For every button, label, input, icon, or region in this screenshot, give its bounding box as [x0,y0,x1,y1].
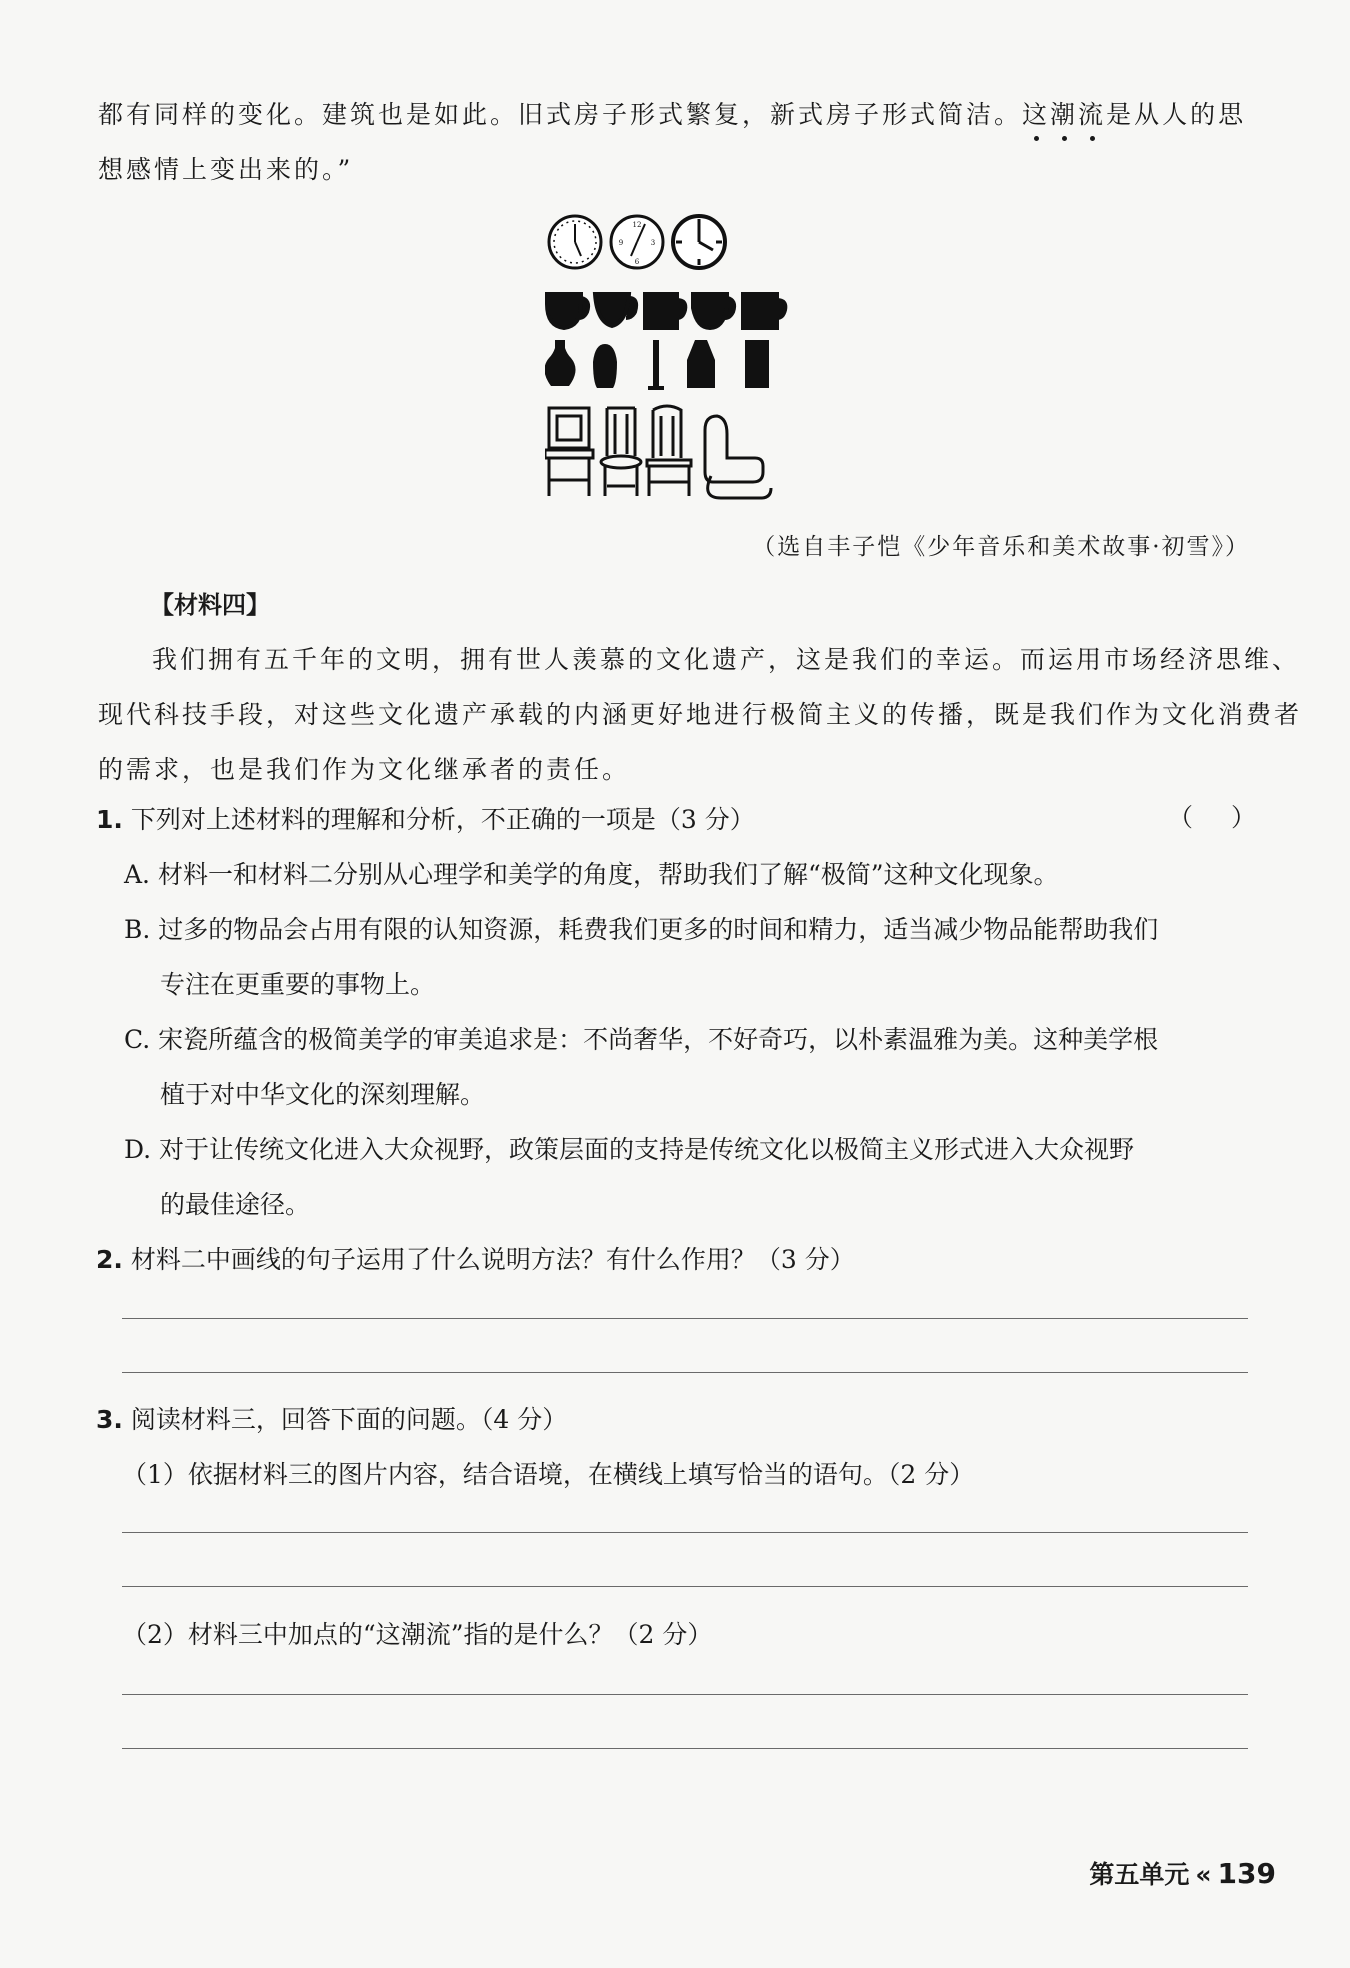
material4-heading: 【材料四】 [150,591,270,619]
cup-icon [743,294,785,328]
cup-icon [547,294,588,328]
material3-line-1-post: 是从人的思 [1106,100,1247,129]
unit-label: 第五单元 [1089,1860,1190,1889]
svg-text:9: 9 [618,239,624,247]
question-1-number: 1. [96,805,123,834]
emphasis-char-2: 潮 [1050,95,1078,131]
svg-text:3: 3 [650,239,656,247]
cup-icon [595,294,636,326]
double-chevron-left-icon: « [1195,1860,1212,1889]
answer-line-q3-2b[interactable] [122,1748,1248,1749]
svg-text:12: 12 [632,221,642,229]
chair-icon-row [545,406,771,498]
vase-icon [687,340,715,388]
material3-line-1-pre: 都有同样的变化。建筑也是如此。旧式房子形式繁复，新式房子形式简洁。 [98,100,1023,129]
evolution-illustration [545,210,805,500]
svg-text:6: 6 [634,258,640,266]
material4-line-2: 现代科技手段，对这些文化遗产承载的内涵更好地进行极简主义的传播，既是我们作为文化消费者 [98,700,1303,729]
illustration-caption: （选自丰子恺《少年音乐和美术故事·初雪》） [752,534,1250,560]
material3-line-2: 想感情上变出来的。” [98,155,354,184]
clock-icon-row [549,216,725,268]
question-1-text: 下列对上述材料的理解和分析，不正确的一项是（3 分） [130,805,755,834]
clock-icon [673,216,725,268]
material4-line-3: 的需求，也是我们作为文化继承者的责任。 [98,755,631,784]
option-d[interactable]: D. 对于让传统文化进入大众视野，政策层面的支持是传统文化以极简主义形式进入大众视野 [124,1135,1135,1164]
vase-icon [545,340,576,386]
chair-icon [545,408,593,496]
page-number: 139 [1217,1857,1276,1890]
question-3 [96,1400,567,1436]
question-2-text: 材料二中画线的句子运用了什么说明方法？有什么作用？（3 分） [130,1245,855,1274]
vase-icon [745,340,769,388]
question-2 [96,1240,855,1276]
question-3-number: 3. [96,1405,123,1434]
answer-line-q3-2a[interactable] [122,1694,1248,1695]
question-3-text: 阅读材料三，回答下面的问题。（4 分） [130,1405,568,1434]
chair-icon [601,408,641,496]
question-3-sub-1: （1）依据材料三的图片内容，结合语境，在横线上填写恰当的语句。（2 分） [122,1460,975,1489]
answer-line-q3-1b[interactable] [122,1586,1248,1587]
emphasis-char-3: 流 [1078,95,1106,131]
answer-line-q2-2[interactable] [122,1372,1248,1373]
material4-line-1: 我们拥有五千年的文明，拥有世人羡慕的文化遗产，这是我们的幸运。而运用市场经济思维、 [152,645,1301,674]
cup-icon [693,294,734,328]
page-footer [1089,1855,1276,1891]
emphasis-char-1: 这 [1022,95,1050,131]
chair-icon [705,416,771,498]
cup-icon [645,294,685,328]
question-3-sub-2: （2）材料三中加点的“这潮流”指的是什么？（2 分） [122,1620,713,1649]
question-2-number: 2. [96,1245,123,1274]
option-a[interactable]: A. 材料一和材料二分别从心理学和美学的角度，帮助我们了解“极简”这种文化现象。 [124,860,1059,889]
vase-icon [593,344,617,388]
option-c-cont: 植于对中华文化的深刻理解。 [160,1080,486,1109]
question-1 [96,800,755,836]
option-c[interactable]: C. 宋瓷所蕴含的极简美学的审美追求是：不尚奢华，不好奇巧，以朴素温雅为美。这种美学根 [124,1025,1159,1054]
vase-icon [653,340,659,388]
cup-icon-row [547,294,785,328]
vase-icon-row [545,340,769,390]
option-b[interactable]: B. 过多的物品会占用有限的认知资源，耗费我们更多的时间和精力，适当减少物品能帮助我们 [124,915,1159,944]
option-d-cont: 的最佳途径。 [160,1190,311,1219]
answer-parentheses[interactable]: （） [1168,803,1295,832]
answer-line-q3-1a[interactable] [122,1532,1248,1533]
clock-icon [549,216,601,268]
option-b-cont: 专注在更重要的事物上。 [160,970,436,999]
clock-icon [611,216,663,268]
material3-line-1 [98,95,1246,131]
chair-icon [647,406,691,496]
answer-line-q2-1[interactable] [122,1318,1248,1319]
